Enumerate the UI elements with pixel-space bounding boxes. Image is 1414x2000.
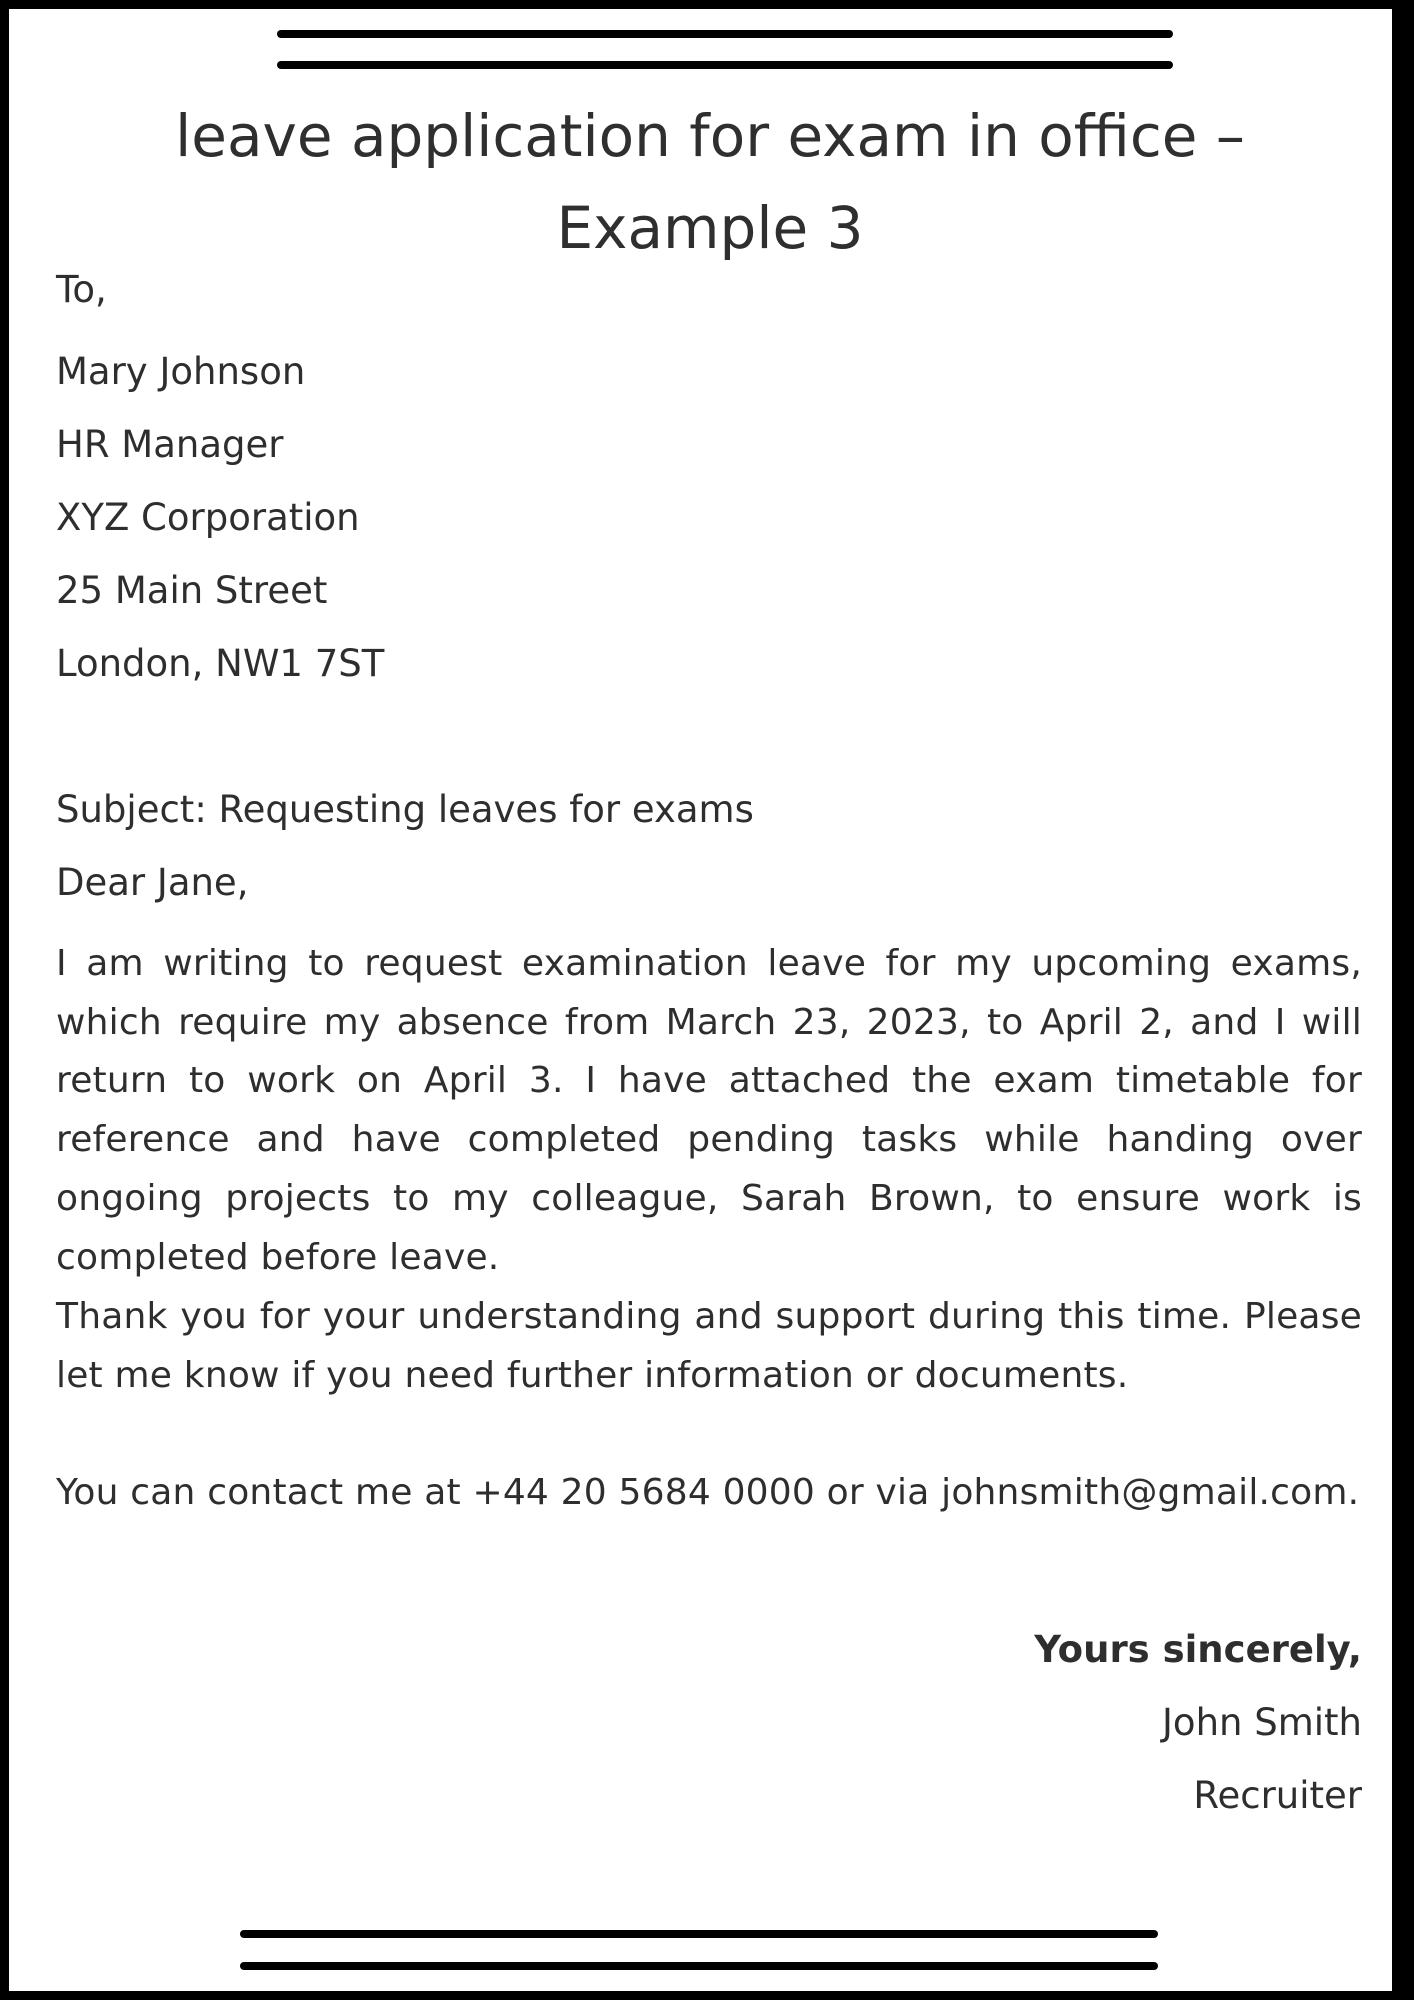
letter-title: leave application for exam in office – Example 3 bbox=[175, 102, 1245, 262]
subject-line: Subject: Requesting leaves for exams bbox=[56, 788, 754, 831]
recipient-street: 25 Main Street bbox=[56, 569, 328, 612]
recipient-salutation: To, bbox=[56, 268, 107, 311]
body-paragraph-1: I am writing to request examination leave for my upcoming exams, which require my absence from March 23, 2023, to April 2, and I will return to work on April 3. I have attached the exam timetable for reference and have completed pending tasks while handing over ongoing projects to my colleague, Sarah Brown, to ensure work is completed before leave. bbox=[56, 943, 1362, 1278]
sender-title: Recruiter bbox=[1193, 1774, 1362, 1817]
bottom-rule-lower bbox=[240, 1962, 1158, 1970]
recipient-company: XYZ Corporation bbox=[56, 496, 360, 539]
body-paragraph-2: Thank you for your understanding and support during this time. Please let me know if you need further information or documents. bbox=[56, 1296, 1362, 1396]
top-rule-lower bbox=[277, 61, 1173, 69]
valediction: Yours sincerely, bbox=[1034, 1628, 1362, 1671]
greeting: Dear Jane, bbox=[56, 861, 249, 904]
bottom-rule-upper bbox=[240, 1930, 1158, 1938]
top-rule-upper bbox=[277, 30, 1173, 38]
body-paragraph-3: You can contact me at +44 20 5684 0000 or via johnsmith@gmail.com. bbox=[56, 1472, 1360, 1513]
recipient-name: Mary Johnson bbox=[56, 350, 306, 393]
sender-name: John Smith bbox=[1162, 1701, 1362, 1744]
recipient-city: London, NW1 7ST bbox=[56, 642, 385, 685]
recipient-position: HR Manager bbox=[56, 423, 284, 466]
